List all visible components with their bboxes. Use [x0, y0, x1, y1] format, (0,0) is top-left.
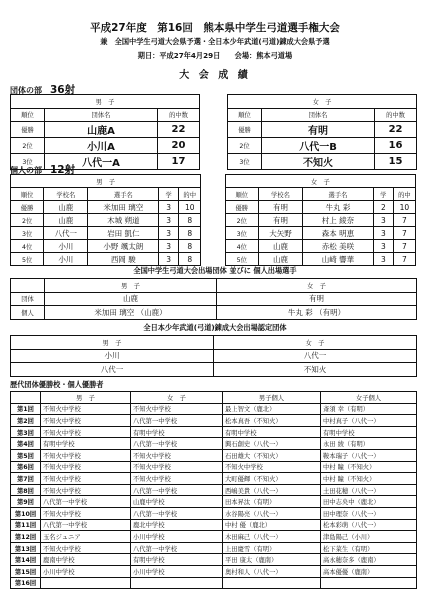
col-girls-team: 女 子 [131, 392, 223, 404]
col-name: 選手名 [303, 188, 374, 201]
table-row: 第4回 有明中学校 八代第一中学校 興石創史（八代一） 永田 綾（有明） [11, 438, 417, 450]
col-hits: 的中 [179, 188, 201, 201]
table-row: 団体 山鹿 有明 [11, 292, 417, 306]
table-row: 第14回 鹿南中学校 有明中学校 平田 康太（鹿南） 高永穂奈多（鹿南） [11, 554, 417, 566]
col-name: 選手名 [88, 188, 159, 201]
team-results-table [10, 94, 417, 170]
team-shot-count: 36射 [50, 84, 76, 96]
table-row: 小川 八代一 [11, 349, 417, 363]
col-team: 団体名 [45, 108, 158, 122]
table-row: 第5回 不知火中学校 不知火中学校 石田雄大（不知火） 鞍本瑞子（八代一） [11, 449, 417, 461]
table-row: 第10回 不知火中学校 八代第一中学校 水谷陽亮（八代一） 田中理奈（八代一） [11, 507, 417, 519]
col-hits: 的中数 [158, 108, 200, 122]
national-section-title: 全国中学生弓道大会出場団体 並びに 個人出場選手 [133, 266, 297, 275]
table-row: 4位 小川 小野 颯太朗 3 8 4位 山鹿 赤松 美咲 3 7 [11, 240, 416, 253]
table-row: 第13回 不知火中学校 八代第一中学校 上田慶雪（有明） 松下菜生（有明） [11, 542, 417, 554]
girls-header: 女 子 [225, 175, 415, 188]
col-boys-indiv: 男子個人 [223, 392, 321, 404]
table-row: 優勝 山鹿 米加田 璃空 3 10 優勝 有明 牛丸 彩 2 10 [11, 201, 416, 214]
table-row: 第15回 小川中学校 小川中学校 奥村和人（八代一） 高本優優（鹿南） [11, 565, 417, 577]
table-row: 第16回 [11, 577, 417, 589]
col-boys-team: 男 子 [41, 392, 131, 404]
col-rank: 順位 [225, 188, 258, 201]
girls-header: 女 子 [228, 95, 417, 109]
col-girls-indiv: 女子個人 [321, 392, 417, 404]
col-rank: 順位 [11, 188, 44, 201]
national-table [10, 278, 417, 320]
girls-header: 女 子 [214, 336, 417, 350]
col-grade: 学 [159, 188, 179, 201]
table-row: 第7回 不知火中学校 不知火中学校 大町優輝（不知火） 中村 瞳（不知火） [11, 473, 417, 485]
individual-label: 個人の部 [10, 166, 42, 175]
page-title: 平成27年度 第16回 熊本県中学生弓道選手権大会 [90, 22, 340, 34]
col-grade: 学 [373, 188, 393, 201]
table-row: 第8回 不知火中学校 八代第一中学校 西嶋美貴（八代一） 土田花穂（八代一） [11, 484, 417, 496]
table-row: 優勝 山鹿A 22 優勝 有明 22 [11, 122, 417, 138]
table-row: 3位 八代一A 17 3位 不知火 15 [11, 154, 417, 170]
page-subtitle: 兼 全国中学生弓道大会県予選・全日本少年武道(弓道)錬成大会県予選 [100, 37, 330, 46]
table-row: 個人 米加田 璃空 （山鹿） 牛丸 彩 （有明） [11, 306, 417, 320]
team-label: 団体の部 [10, 86, 42, 95]
col-team: 団体名 [262, 108, 375, 122]
individual-results-table [10, 174, 416, 266]
col-hits: 的中 [393, 188, 415, 201]
table-row: 第11回 八代第一中学校 鹿北中学校 中村 優（鹿北） 松本彩萌（八代一） [11, 519, 417, 531]
table-row: 八代一 不知火 [11, 363, 417, 377]
history-section-title: 歴代団体優勝校・個人優勝者 [10, 380, 104, 389]
date-venue: 期日：平成27年4月29日 会場：熊本弓道場 [137, 51, 293, 60]
table-row: 2位 小川A 20 2位 八代一B 16 [11, 138, 417, 154]
table-row: 第3回 不知火中学校 有明中学校 有明中学校 有明中学校 [11, 426, 417, 438]
results-title: 大 会 成 績 [179, 70, 251, 81]
boys-header: 男 子 [11, 175, 201, 188]
history-table [10, 391, 417, 589]
col-hits: 的中数 [375, 108, 417, 122]
table-row: 第6回 不知火中学校 不知火中学校 不知火中学校 中村 瞳（不知火） [11, 461, 417, 473]
col-rank: 順位 [228, 108, 262, 122]
boys-header: 男 子 [11, 336, 214, 350]
rensei-section-title: 全日本少年武道(弓道)錬成大会出場認定団体 [143, 323, 287, 332]
col-school: 学校名 [44, 188, 88, 201]
table-row: 第12回 玉名ジュニア 小川中学校 木田麻己（八代一） 津島陽己（小川） [11, 531, 417, 543]
girls-header: 女 子 [217, 279, 417, 293]
boys-header: 男 子 [45, 279, 217, 293]
col-rank: 順位 [11, 108, 45, 122]
individual-shot-count: 12射 [50, 164, 76, 176]
table-row: 第1回 不知火中学校 不知火中学校 最上智文（鹿北） 斎須 幸（有明） [11, 403, 417, 415]
table-row: 3位 八代一 岩田 凱仁 3 8 3位 大矢野 森本 明恵 3 7 [11, 227, 416, 240]
table-row: 第9回 八代第一中学校 山鹿中学校 田本昇汰（有明） 田中志央中（鹿北） [11, 496, 417, 508]
col-school: 学校名 [258, 188, 302, 201]
rensei-table [10, 335, 417, 377]
table-row: 第2回 不知火中学校 八代第一中学校 松本真吾（不知火） 中村真子（八代一） [11, 415, 417, 427]
table-row: 2位 山鹿 木城 朔道 3 8 2位 有明 村上 綾奈 3 7 [11, 214, 416, 227]
boys-header: 男 子 [11, 95, 200, 109]
table-row: 5位 小川 西岡 駿 3 8 5位 山鹿 山崎 響華 3 7 [11, 253, 416, 266]
